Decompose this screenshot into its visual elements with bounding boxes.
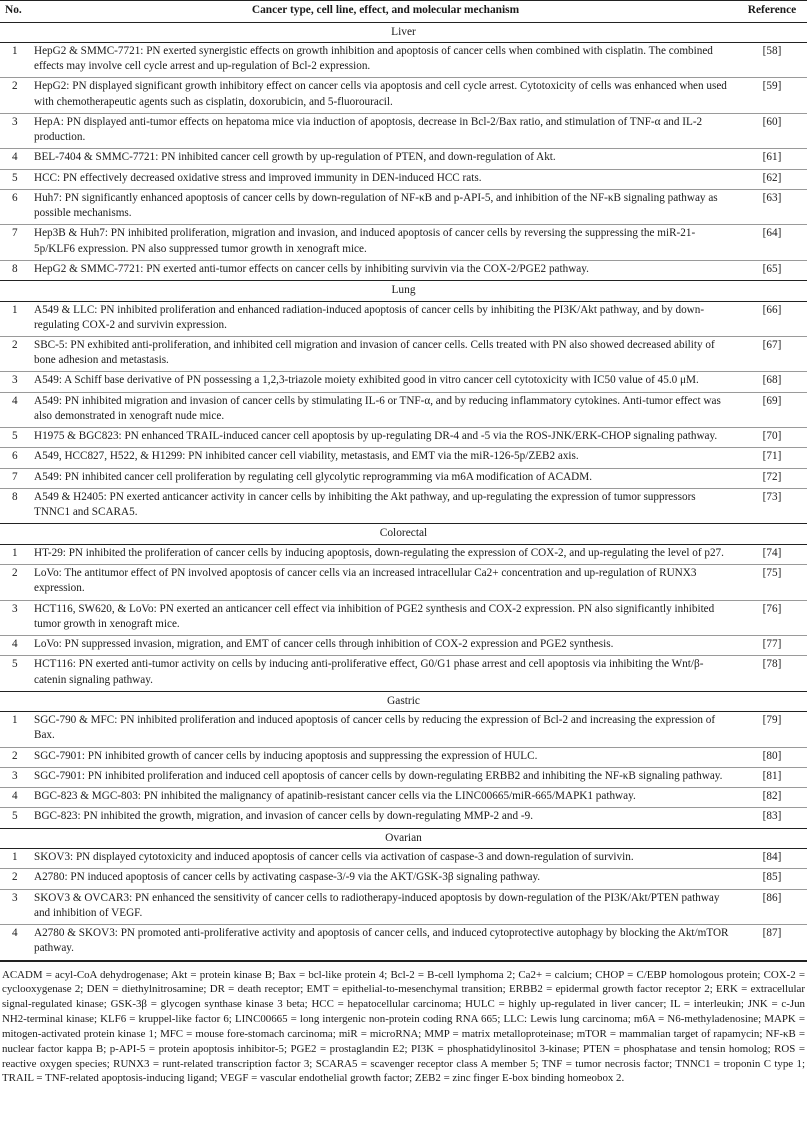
row-number: 6 <box>0 448 34 468</box>
table-row <box>0 712 807 747</box>
group-label: Ovarian <box>0 828 807 849</box>
table-row <box>0 337 807 372</box>
row-description: SKOV3: PN displayed cytotoxicity and induced apoptosis of cancer cells via activation of caspase-3 and down-regulation of survivin. <box>34 849 737 869</box>
row-reference: [78] <box>737 656 807 691</box>
row-reference: [71] <box>737 448 807 468</box>
row-description: Hep3B & Huh7: PN inhibited proliferation, migration and invasion, and induced apoptosis of cancer cells by reversing the suppressing the miR-21-5p/KLF6 expression. PN also suppressed tumor growth in xenograft mice. <box>34 225 737 260</box>
row-description: A549 & LLC: PN inhibited proliferation and enhanced radiation-induced apoptosis of cancer cells by inhibiting the PI3K/Akt pathway, and by down-regulating COX-2 and survivin expression. <box>34 301 737 336</box>
row-number: 4 <box>0 392 34 427</box>
row-number: 4 <box>0 636 34 656</box>
row-number: 3 <box>0 113 34 148</box>
table-row <box>0 747 807 767</box>
row-description: Huh7: PN significantly enhanced apoptosis of cancer cells by down-regulation of NF-κB and p-API-5, and inhibition of the NF-κB signaling pathway as possible mechanisms. <box>34 189 737 224</box>
row-description: BGC-823: PN inhibited the growth, migration, and invasion of cancer cells by down-regulating MMP-2 and -9. <box>34 808 737 828</box>
table-row <box>0 869 807 889</box>
row-reference: [77] <box>737 636 807 656</box>
row-description: BEL-7404 & SMMC-7721: PN inhibited cancer cell growth by up-regulation of PTEN, and down-regulation of Akt. <box>34 149 737 169</box>
row-description: SGC-7901: PN inhibited proliferation and induced cell apoptosis of cancer cells by down-regulating ERBB2 and inhibiting the NF-κB signaling pathway. <box>34 767 737 787</box>
table-body <box>0 22 807 960</box>
row-description: SGC-7901: PN inhibited growth of cancer cells by inducing apoptosis and suppressing the expression of HULC. <box>34 747 737 767</box>
row-reference: [62] <box>737 169 807 189</box>
row-description: HepG2: PN displayed significant growth inhibitory effect on cancer cells via apoptosis and cell cycle arrest. Cytotoxicity of cells was enhanced when used with chemotherapeutic agents such as cisplatin, doxorubicin, and 5-fluorouracil. <box>34 78 737 113</box>
row-number: 5 <box>0 169 34 189</box>
table-row <box>0 43 807 78</box>
group-row-colorectal <box>0 524 807 545</box>
group-label: Lung <box>0 281 807 302</box>
row-number: 5 <box>0 808 34 828</box>
table-row <box>0 428 807 448</box>
row-number: 2 <box>0 337 34 372</box>
row-reference: [63] <box>737 189 807 224</box>
table-row <box>0 78 807 113</box>
row-number: 2 <box>0 565 34 600</box>
row-reference: [60] <box>737 113 807 148</box>
table-row <box>0 392 807 427</box>
table-row <box>0 889 807 924</box>
table-row <box>0 808 807 828</box>
table-row <box>0 149 807 169</box>
table-row <box>0 565 807 600</box>
row-reference: [85] <box>737 869 807 889</box>
row-number: 2 <box>0 869 34 889</box>
table-row <box>0 372 807 392</box>
row-number: 1 <box>0 301 34 336</box>
table-row <box>0 788 807 808</box>
table-row <box>0 656 807 691</box>
row-reference: [74] <box>737 544 807 564</box>
row-description: SBC-5: PN exhibited anti-proliferation, and inhibited cell migration and invasion of cancer cells. Cells treated with PN also showed decreased ability of bone adhesion and metastasis. <box>34 337 737 372</box>
group-label: Colorectal <box>0 524 807 545</box>
row-number: 3 <box>0 767 34 787</box>
row-reference: [87] <box>737 925 807 960</box>
group-row-lung <box>0 281 807 302</box>
row-description: HepG2 & SMMC-7721: PN exerted synergistic effects on growth inhibition and apoptosis of cancer cells when combined with cisplatin. The combined effects may involve cell cycle arrest and up-regulation of Bcl-2 expression. <box>34 43 737 78</box>
row-number: 7 <box>0 225 34 260</box>
table-row <box>0 488 807 523</box>
row-number: 5 <box>0 428 34 448</box>
row-reference: [64] <box>737 225 807 260</box>
abbreviations-footnote: ACADM = acyl-CoA dehydrogenase; Akt = protein kinase B; Bax = bcl-like protein 4; Bcl-2 = B-cell lymphoma 2; Ca2+ = calcium; CHOP = C/EBP homologous protein; COX-2 = cyclooxygenase 2; DEN = diethylnitrosamine; DR = death receptor; EMT = epithelial-to-mesenchymal transition; ERBB2 = epidermal growth factor receptor 2; ERK = extracellular signal-regulated kinase; GSK-3β = glycogen synthase kinase 3 beta; HCC = hepatocellular carcinoma; HULC = highly up-regulated in liver cancer; IL = interleukin; JNK = c-Jun NH2-terminal kinase; KLF6 = kruppel-like factor 6; LINC00665 = long intergenic non-protein coding RNA 665; LLC: Lewis lung carcinoma; m6A = N6-methyladenosine; MAPK = mitogen-activated protein kinase 1; MFC = mouse fore-stomach carcinoma; miR = microRNA; MMP = matrix metalloproteinase; mTOR = mammalian target of rapamycin; NF-κB = nuclear factor kappa B; p-API-5 = protein apoptosis inhibitor-5; PGE2 = prostaglandin E2; PI3K = phosphatidylinositol 3-kinase; PTEN = phosphatase and tensin homolog; ROS = reactive oxygen species; RUNX3 = runt-related transcription factor 3; SCARA5 = scavenger receptor class A member 5; TNF = tumor necrosis factor; TNNC1 = troponin C type 1; TRAIL = TNF-related apoptosis-inducing ligand; VEGF = vascular endothelial growth factor; ZEB2 = zinc finger E-box binding homeobox 2. <box>0 961 807 1087</box>
row-reference: [70] <box>737 428 807 448</box>
row-description: H1975 & BGC823: PN enhanced TRAIL-induced cancer cell apoptosis by up-regulating DR-4 and -5 via the ROS-JNK/ERK-CHOP signaling pathway. <box>34 428 737 448</box>
table-row <box>0 925 807 960</box>
row-reference: [75] <box>737 565 807 600</box>
row-number: 3 <box>0 372 34 392</box>
row-description: SKOV3 & OVCAR3: PN enhanced the sensitivity of cancer cells to radiotherapy-induced apoptosis by down-regulation of the PI3K/Akt/PTEN pathway and inhibition of VEGF. <box>34 889 737 924</box>
table-row <box>0 169 807 189</box>
row-description: SGC-790 & MFC: PN inhibited proliferation and induced apoptosis of cancer cells by reducing the expression of Bcl-2 and increasing the expression of Bax. <box>34 712 737 747</box>
group-row-liver <box>0 22 807 43</box>
table-row <box>0 767 807 787</box>
row-number: 3 <box>0 889 34 924</box>
row-reference: [79] <box>737 712 807 747</box>
row-number: 4 <box>0 925 34 960</box>
row-description: A549 & H2405: PN exerted anticancer activity in cancer cells by inhibiting the Akt pathway, and up-regulating the expression of tumor suppressors TNNC1 and SCARA5. <box>34 488 737 523</box>
row-number: 8 <box>0 488 34 523</box>
group-row-gastric <box>0 691 807 712</box>
row-description: A549, HCC827, H522, & H1299: PN inhibited cancer cell viability, metastasis, and EMT via the miR-126-5p/ZEB2 axis. <box>34 448 737 468</box>
table-row <box>0 225 807 260</box>
row-number: 8 <box>0 260 34 280</box>
row-number: 4 <box>0 788 34 808</box>
row-description: LoVo: The antitumor effect of PN involved apoptosis of cancer cells via an increased intracellular Ca2+ concentration and up-regulation of RUNX3 expression. <box>34 565 737 600</box>
row-number: 1 <box>0 712 34 747</box>
row-description: LoVo: PN suppressed invasion, migration, and EMT of cancer cells through inhibition of COX-2 expression and PGE2 synthesis. <box>34 636 737 656</box>
table-row <box>0 448 807 468</box>
table-row <box>0 189 807 224</box>
row-number: 1 <box>0 43 34 78</box>
row-description: HCT116: PN exerted anti-tumor activity on cells by inducing anti-proliferative effect, G0/G1 phase arrest and cell apoptosis via inhibiting the Wnt/β-catenin signaling pathway. <box>34 656 737 691</box>
row-description: A2780: PN induced apoptosis of cancer cells by activating caspase-3/-9 via the AKT/GSK-3β signaling pathway. <box>34 869 737 889</box>
row-description: BGC-823 & MGC-803: PN inhibited the malignancy of apatinib-resistant cancer cells via the LINC00665/miR-665/MAPK1 pathway. <box>34 788 737 808</box>
row-reference: [66] <box>737 301 807 336</box>
row-description: HT-29: PN inhibited the proliferation of cancer cells by inducing apoptosis, down-regulating the expression of COX-2, and up-regulating the level of p27. <box>34 544 737 564</box>
table-row <box>0 600 807 635</box>
table-row <box>0 468 807 488</box>
row-description: HCC: PN effectively decreased oxidative stress and improved immunity in DEN-induced HCC rats. <box>34 169 737 189</box>
table-header <box>0 1 807 23</box>
row-description: HepA: PN displayed anti-tumor effects on hepatoma mice via induction of apoptosis, decrease in Bcl-2/Bax ratio, and stimulation of TNF-α and IL-2 production. <box>34 113 737 148</box>
row-number: 3 <box>0 600 34 635</box>
header-no: No. <box>0 1 34 23</box>
row-description: A549: PN inhibited migration and invasion of cancer cells by stimulating IL-6 or TNF-α, and by reducing inflammatory cytokines. Anti-tumor effect was also demonstrated in xenograft nude mice. <box>34 392 737 427</box>
header-reference: Reference <box>737 1 807 23</box>
row-reference: [72] <box>737 468 807 488</box>
row-reference: [86] <box>737 889 807 924</box>
row-reference: [76] <box>737 600 807 635</box>
table-row <box>0 260 807 280</box>
row-description: HepG2 & SMMC-7721: PN exerted anti-tumor effects on cancer cells by inhibiting survivin via the COX-2/PGE2 pathway. <box>34 260 737 280</box>
group-label: Liver <box>0 22 807 43</box>
row-description: A549: PN inhibited cancer cell proliferation by regulating cell glycolytic reprogramming via m6A modification of ACADM. <box>34 468 737 488</box>
row-reference: [58] <box>737 43 807 78</box>
row-reference: [83] <box>737 808 807 828</box>
row-reference: [61] <box>737 149 807 169</box>
table-row <box>0 301 807 336</box>
row-reference: [59] <box>737 78 807 113</box>
row-reference: [65] <box>737 260 807 280</box>
row-reference: [80] <box>737 747 807 767</box>
row-reference: [73] <box>737 488 807 523</box>
row-number: 5 <box>0 656 34 691</box>
table-row <box>0 636 807 656</box>
row-description: A549: A Schiff base derivative of PN possessing a 1,2,3-triazole moiety exhibited good in vitro cancer cell cytotoxicity with IC50 value of 45.0 μM. <box>34 372 737 392</box>
group-label: Gastric <box>0 691 807 712</box>
row-number: 4 <box>0 149 34 169</box>
row-description: HCT116, SW620, & LoVo: PN exerted an anticancer cell effect via inhibition of PGE2 synthesis and COX-2 expression. PN also significantly inhibited tumor growth in xenograft mice. <box>34 600 737 635</box>
row-number: 1 <box>0 544 34 564</box>
row-number: 6 <box>0 189 34 224</box>
row-reference: [81] <box>737 767 807 787</box>
row-description: A2780 & SKOV3: PN promoted anti-proliferative activity and apoptosis of cancer cells, and induced cytoprotective autophagy by blocking the Akt/mTOR pathway. <box>34 925 737 960</box>
table-row <box>0 544 807 564</box>
group-row-ovarian <box>0 828 807 849</box>
row-reference: [67] <box>737 337 807 372</box>
row-number: 2 <box>0 78 34 113</box>
row-reference: [69] <box>737 392 807 427</box>
row-reference: [82] <box>737 788 807 808</box>
header-mechanism: Cancer type, cell line, effect, and molecular mechanism <box>34 1 737 23</box>
table-row <box>0 113 807 148</box>
row-number: 7 <box>0 468 34 488</box>
row-reference: [84] <box>737 849 807 869</box>
row-number: 1 <box>0 849 34 869</box>
table-row <box>0 849 807 869</box>
row-number: 2 <box>0 747 34 767</box>
row-reference: [68] <box>737 372 807 392</box>
